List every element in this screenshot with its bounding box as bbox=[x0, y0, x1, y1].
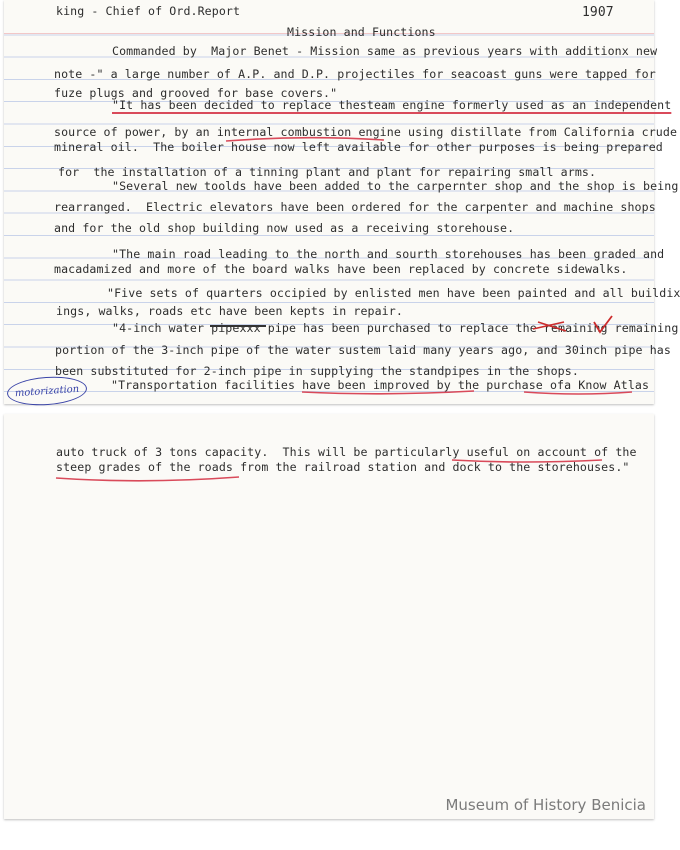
section-heading: Mission and Functions bbox=[287, 25, 436, 39]
text-line: "4-inch water pipexxx pipe has been purchased to replace the remaining remaining bbox=[112, 321, 679, 335]
text-line: been substituted for 2-inch pipe in supplying the standpipes in the shops. bbox=[55, 364, 579, 378]
text-line: rearranged. Electric elevators have been ordered for the carpenter and machine shops bbox=[54, 200, 656, 214]
pen-annotations-2 bbox=[4, 414, 654, 494]
text-line: note -" a large number of A.P. and D.P. projectiles for seacoast guns were tapped for bbox=[54, 67, 656, 81]
text-line: for the installation of a tinning plant and plant for repairing small arms. bbox=[58, 165, 597, 179]
text-line: and for the old shop building now used as a receiving storehouse. bbox=[54, 221, 515, 235]
text-line: Commanded by Major Benet - Mission same as previous years with additionx new bbox=[112, 44, 658, 58]
text-line: ings, walks, roads etc have been kepts in repair. bbox=[56, 304, 403, 318]
text-line: macadamized and more of the board walks have been replaced by concrete sidewalks. bbox=[54, 262, 628, 276]
pen-annotations bbox=[4, 0, 654, 404]
text-line: mineral oil. The boiler house now left available for other purposes is being prepared bbox=[54, 140, 663, 154]
text-line: fuze plugs and grooved for base covers." bbox=[54, 86, 338, 100]
index-card-2 bbox=[4, 414, 654, 819]
text-line: steep grades of the roads from the railroad station and dock to the storehouses." bbox=[56, 460, 630, 474]
header-year: 1907 bbox=[582, 5, 614, 20]
text-line: portion of the 3-inch pipe of the water sustem laid many years ago, and 30inch pipe has bbox=[55, 343, 671, 357]
watermark: Museum of History Benicia bbox=[445, 796, 646, 814]
text-line: "Five sets of quarters occipied by enlisted men have been painted and all buildix bbox=[107, 286, 680, 300]
text-line: source of power, by an internal combustion engine using distillate from California crude bbox=[54, 125, 678, 139]
text-line: auto truck of 3 tons capacity. This will be particularly useful on account of the bbox=[56, 445, 637, 459]
text-line: "The main road leading to the north and sourth storehouses has been graded and bbox=[112, 247, 665, 261]
header-left: king - Chief of Ord.Report bbox=[56, 4, 241, 18]
text-line: "It has been decided to replace thesteam engine formerly used as an independent bbox=[112, 98, 672, 112]
text-line: "Several new toolds have been added to the carpernter shop and the shop is being bbox=[112, 179, 679, 193]
margin-annotation: motorization bbox=[6, 374, 88, 408]
text-line: "Transportation facilities have been improved by the purchase ofa Know Atlas bbox=[111, 378, 650, 392]
index-card-1 bbox=[4, 0, 680, 404]
